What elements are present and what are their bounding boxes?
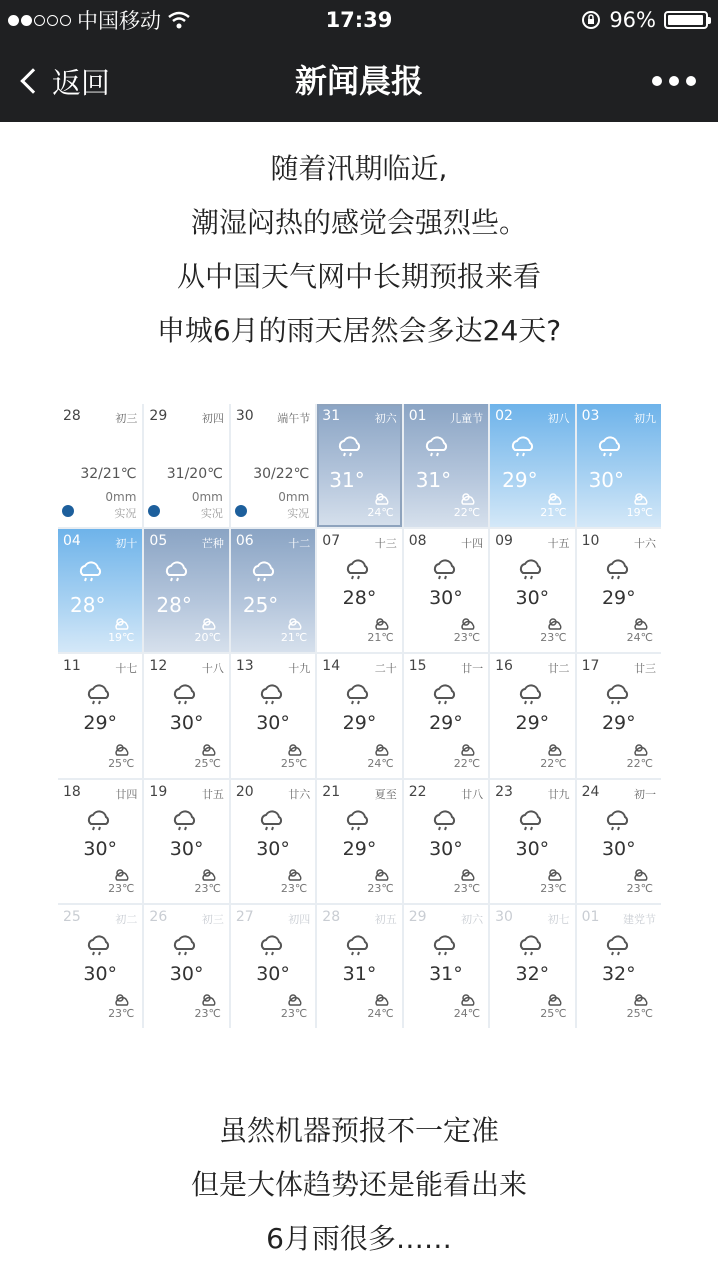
night-cloud-icon [460, 742, 478, 756]
day-number: 10 [581, 533, 600, 550]
rain-cloud-icon [343, 684, 371, 706]
high-temp: 30° [256, 712, 290, 735]
high-temp: 29° [342, 837, 377, 860]
high-temp: 31° [342, 962, 377, 985]
lunar-date: 廿三 [634, 662, 656, 676]
day-number: 17 [581, 658, 600, 675]
calendar-day-cell [317, 654, 401, 777]
rain-cloud-icon [257, 810, 285, 832]
low-temp: 22℃ [453, 756, 481, 770]
battery-percent: 96% [609, 8, 656, 32]
low-temp: 25℃ [194, 756, 221, 770]
rain-cloud-icon [430, 684, 458, 706]
weather-logo-icon [148, 505, 160, 517]
high-temp: 29° [342, 712, 377, 735]
temp-range: 32/21℃ [80, 466, 137, 482]
lunar-date: 十八 [201, 662, 224, 676]
low-temp: 24℃ [367, 1006, 394, 1020]
low-temp: 19℃ [626, 506, 653, 520]
high-temp: 30° [515, 837, 550, 860]
lunar-date: 初二 [115, 912, 138, 926]
lunar-date: 十三 [374, 537, 397, 551]
day-number: 14 [322, 658, 341, 675]
rain-cloud-icon [603, 559, 631, 581]
day-number: 28 [63, 408, 81, 424]
night-cloud-icon [460, 491, 478, 505]
rain-cloud-icon [162, 561, 190, 583]
calendar-day-cell [231, 905, 315, 1028]
rain-cloud-icon [343, 810, 371, 832]
rain-cloud-icon [430, 810, 458, 832]
back-label: 返回 [52, 65, 111, 100]
night-cloud-icon [547, 616, 565, 630]
lunar-date: 十六 [634, 537, 656, 551]
night-cloud-icon [114, 742, 132, 756]
article-intro [0, 142, 718, 358]
high-temp: 30° [429, 587, 463, 610]
day-number: 16 [495, 658, 513, 675]
night-cloud-icon [374, 867, 392, 881]
lunar-date: 初一 [634, 787, 656, 801]
night-cloud-icon [547, 867, 565, 881]
calendar-day-cell [490, 780, 574, 903]
rain-cloud-icon [516, 935, 544, 957]
rain-cloud-icon [170, 684, 198, 706]
night-cloud-icon [374, 742, 392, 756]
calendar-day-cell [490, 905, 574, 1028]
calendar-day-cell [58, 905, 142, 1028]
calendar-day-cell [144, 780, 228, 903]
low-temp: 21℃ [280, 631, 308, 645]
calendar-day-cell [231, 404, 315, 527]
day-number: 28 [322, 908, 341, 925]
low-temp: 23℃ [194, 881, 221, 895]
rain-cloud-icon [430, 935, 458, 957]
outro-line: 虽然机器预报不一定准 [218, 1114, 499, 1147]
night-cloud-icon [287, 867, 305, 881]
high-temp: 29° [601, 587, 636, 610]
high-temp: 29° [429, 712, 463, 735]
rainfall: 0mm [278, 490, 310, 504]
calendar-day-cell [404, 654, 488, 777]
high-temp: 29° [601, 712, 636, 735]
lunar-date: 廿九 [547, 787, 570, 801]
rotation-lock-icon [581, 10, 601, 30]
night-cloud-icon [633, 491, 651, 505]
outro-line: 但是大体趋势还是能看出来 [190, 1168, 527, 1201]
day-number: 19 [149, 783, 168, 800]
low-temp: 24℃ [626, 631, 653, 645]
rain-cloud-icon [257, 684, 285, 706]
rain-cloud-icon [170, 810, 198, 832]
lunar-date: 廿六 [288, 787, 311, 801]
calendar-day-cell [231, 654, 315, 777]
night-cloud-icon [633, 992, 651, 1006]
calendar-day-cell [577, 529, 661, 652]
rain-cloud-icon [595, 436, 623, 458]
actual-label: 实况 [200, 507, 223, 521]
night-cloud-icon [201, 616, 219, 630]
lunar-date: 端午节 [277, 412, 311, 425]
calendar-day-cell [317, 780, 401, 903]
high-temp: 32° [601, 962, 636, 985]
high-temp: 30° [83, 837, 118, 860]
day-number: 08 [408, 533, 427, 550]
day-number: 29 [149, 408, 168, 424]
article-outro [0, 1104, 718, 1266]
low-temp: 21℃ [367, 631, 394, 645]
calendar-day-cell [58, 780, 142, 903]
low-temp: 23℃ [453, 881, 481, 895]
low-temp: 25℃ [540, 1006, 567, 1020]
status-bar [0, 0, 718, 40]
lunar-date: 初三 [115, 412, 138, 425]
lunar-date: 儿童节 [450, 412, 484, 425]
low-temp: 23℃ [280, 1006, 308, 1020]
lunar-date: 廿八 [461, 787, 484, 801]
low-temp: 23℃ [540, 631, 567, 645]
low-temp: 20℃ [194, 631, 221, 645]
day-number: 01 [581, 908, 600, 925]
rain-cloud-icon [343, 935, 371, 957]
more-options-button[interactable] [652, 40, 696, 122]
night-cloud-icon [201, 742, 219, 756]
lunar-date: 十七 [115, 662, 138, 676]
high-temp: 30° [169, 712, 204, 735]
day-number: 12 [149, 658, 168, 675]
lunar-date: 廿二 [547, 662, 570, 676]
calendar-day-cell [58, 529, 142, 652]
day-number: 22 [408, 783, 427, 800]
high-temp: 30° [588, 468, 625, 492]
clock: 17:39 [325, 8, 393, 32]
low-temp: 23℃ [626, 881, 653, 895]
lunar-date: 初四 [288, 912, 311, 926]
calendar-day-cell [577, 780, 661, 903]
weather-logo-icon [62, 505, 74, 517]
calendar-day-cell [404, 529, 488, 652]
lunar-date: 初六 [461, 912, 484, 926]
low-temp: 21℃ [540, 506, 567, 520]
calendar-day-cell [317, 404, 401, 527]
lunar-date: 芒种 [201, 537, 224, 551]
night-cloud-icon [633, 867, 651, 881]
rainfall: 0mm [191, 490, 223, 504]
lunar-date: 十五 [547, 537, 570, 551]
low-temp: 23℃ [108, 881, 135, 895]
calendar-day-cell [58, 404, 142, 527]
lunar-date: 夏至 [374, 787, 397, 801]
calendar-day-cell [577, 654, 661, 777]
high-temp: 25° [242, 593, 279, 618]
night-cloud-icon [460, 992, 478, 1006]
high-temp: 29° [502, 468, 538, 492]
day-number: 24 [581, 783, 600, 800]
day-number: 04 [63, 533, 81, 550]
calendar-day-cell [490, 404, 574, 527]
rain-cloud-icon [249, 561, 277, 583]
rain-cloud-icon [170, 935, 198, 957]
rain-cloud-icon [84, 935, 112, 957]
high-temp: 28° [70, 593, 106, 618]
low-temp: 19℃ [108, 631, 135, 645]
low-temp: 23℃ [540, 881, 567, 895]
night-cloud-icon [201, 992, 219, 1006]
lunar-date: 初十 [115, 537, 138, 551]
day-number: 23 [495, 783, 513, 800]
rain-cloud-icon [516, 684, 544, 706]
lunar-date: 初五 [374, 912, 397, 926]
weather-calendar-image [58, 404, 661, 1028]
high-temp: 28° [156, 593, 192, 618]
low-temp: 25℃ [280, 756, 308, 770]
night-cloud-icon [287, 616, 305, 630]
high-temp: 31° [429, 962, 463, 985]
night-cloud-icon [374, 616, 392, 630]
rain-cloud-icon [84, 810, 112, 832]
high-temp: 31° [415, 468, 452, 492]
high-temp: 30° [169, 962, 204, 985]
more-dot-icon [686, 76, 696, 86]
lunar-date: 十九 [288, 662, 311, 676]
day-number: 01 [408, 408, 427, 424]
high-temp: 30° [601, 837, 636, 860]
lunar-date: 十二 [288, 537, 311, 551]
low-temp: 25℃ [108, 756, 135, 770]
lunar-date: 初七 [547, 912, 570, 926]
rain-cloud-icon [516, 559, 544, 581]
lunar-date: 初八 [547, 412, 570, 425]
night-cloud-icon [374, 491, 392, 505]
calendar-day-cell [404, 905, 488, 1028]
rain-cloud-icon [603, 935, 631, 957]
rain-cloud-icon [603, 684, 631, 706]
day-number: 25 [63, 908, 81, 925]
low-temp: 23℃ [453, 631, 481, 645]
high-temp: 30° [256, 962, 290, 985]
calendar-day-cell [231, 529, 315, 652]
low-temp: 23℃ [367, 881, 394, 895]
day-number: 26 [149, 908, 168, 925]
weather-logo-icon [235, 505, 247, 517]
page-title: 新闻晨报 [294, 62, 423, 100]
calendar-day-cell [144, 529, 228, 652]
lunar-date: 廿五 [201, 787, 224, 801]
day-number: 21 [322, 783, 341, 800]
calendar-day-cell [317, 905, 401, 1028]
rain-cloud-icon [516, 810, 544, 832]
night-cloud-icon [114, 616, 132, 630]
more-dot-icon [652, 76, 662, 86]
outro-line: 6月雨很多…… [266, 1222, 452, 1255]
day-number: 18 [63, 783, 81, 800]
day-number: 29 [408, 908, 427, 925]
calendar-day-cell [144, 654, 228, 777]
day-number: 03 [581, 408, 600, 424]
night-cloud-icon [460, 867, 478, 881]
rain-cloud-icon [84, 684, 112, 706]
night-cloud-icon [374, 992, 392, 1006]
night-cloud-icon [460, 616, 478, 630]
calendar-day-cell [577, 404, 661, 527]
day-number: 30 [235, 408, 254, 424]
calendar-day-cell [404, 404, 488, 527]
night-cloud-icon [201, 867, 219, 881]
calendar-day-cell [404, 780, 488, 903]
high-temp: 30° [83, 962, 118, 985]
lunar-date: 二十 [374, 662, 397, 676]
low-temp: 24℃ [367, 506, 394, 520]
low-temp: 22℃ [540, 756, 567, 770]
calendar-day-cell [144, 905, 228, 1028]
high-temp: 31° [329, 468, 365, 492]
low-temp: 22℃ [626, 756, 653, 770]
lunar-date: 初四 [201, 412, 224, 425]
calendar-day-cell [490, 654, 574, 777]
temp-range: 31/20℃ [166, 466, 223, 482]
low-temp: 24℃ [367, 756, 394, 770]
lunar-date: 初三 [201, 912, 224, 926]
rainfall: 0mm [105, 490, 137, 504]
day-number: 20 [235, 783, 254, 800]
night-cloud-icon [287, 992, 305, 1006]
intro-line: 随着汛期临近, [270, 152, 448, 185]
day-number: 30 [495, 908, 513, 925]
rain-cloud-icon [335, 436, 363, 458]
day-number: 02 [495, 408, 513, 424]
low-temp: 23℃ [108, 1006, 135, 1020]
day-number: 15 [408, 658, 427, 675]
lunar-date: 建党节 [623, 912, 656, 926]
rain-cloud-icon [76, 561, 104, 583]
calendar-day-cell [58, 654, 142, 777]
high-temp: 28° [342, 587, 377, 610]
night-cloud-icon [547, 491, 565, 505]
carrier-name: 中国移动 [77, 9, 161, 33]
high-temp: 29° [83, 712, 118, 735]
high-temp: 32° [515, 962, 550, 985]
day-number: 31 [322, 408, 341, 424]
night-cloud-icon [287, 742, 305, 756]
lunar-date: 十四 [461, 537, 484, 551]
low-temp: 23℃ [194, 1006, 221, 1020]
lunar-date: 廿四 [115, 787, 138, 801]
high-temp: 30° [429, 837, 463, 860]
night-cloud-icon [633, 742, 651, 756]
rain-cloud-icon [257, 935, 285, 957]
intro-line: 从中国天气网中长期预报来看 [176, 260, 541, 293]
rain-cloud-icon [422, 436, 450, 458]
day-number: 27 [235, 908, 254, 925]
low-temp: 23℃ [280, 881, 308, 895]
low-temp: 25℃ [626, 1006, 653, 1020]
high-temp: 30° [169, 837, 204, 860]
night-cloud-icon [114, 867, 132, 881]
night-cloud-icon [547, 742, 565, 756]
night-cloud-icon [114, 992, 132, 1006]
low-temp: 22℃ [453, 506, 481, 520]
calendar-day-cell [577, 905, 661, 1028]
actual-label: 实况 [287, 507, 310, 521]
night-cloud-icon [633, 616, 651, 630]
high-temp: 30° [256, 837, 290, 860]
actual-label: 实况 [114, 507, 137, 521]
high-temp: 30° [515, 587, 550, 610]
back-button[interactable] [18, 40, 110, 122]
day-number: 11 [63, 658, 81, 675]
day-number: 05 [149, 533, 168, 550]
intro-line: 申城6月的雨天居然会多达24天? [156, 314, 562, 347]
calendar-day-cell [490, 529, 574, 652]
night-cloud-icon [547, 992, 565, 1006]
rain-cloud-icon [603, 810, 631, 832]
calendar-day-cell [144, 404, 228, 527]
nav-bar [0, 40, 718, 122]
rain-cloud-icon [343, 559, 371, 581]
high-temp: 29° [515, 712, 550, 735]
low-temp: 24℃ [453, 1006, 481, 1020]
day-number: 06 [235, 533, 254, 550]
intro-line: 潮湿闷热的感觉会强烈些。 [190, 206, 527, 239]
temp-range: 30/22℃ [253, 466, 310, 482]
rain-cloud-icon [430, 559, 458, 581]
calendar-day-cell [317, 529, 401, 652]
lunar-date: 初九 [634, 412, 656, 425]
day-number: 09 [495, 533, 513, 550]
lunar-date: 初六 [374, 412, 397, 425]
battery-icon [664, 11, 708, 29]
more-dot-icon [669, 76, 679, 86]
chevron-left-icon [20, 68, 45, 93]
day-number: 13 [235, 658, 254, 675]
calendar-day-cell [231, 780, 315, 903]
day-number: 07 [322, 533, 341, 550]
rain-cloud-icon [508, 436, 536, 458]
lunar-date: 廿一 [461, 662, 484, 676]
